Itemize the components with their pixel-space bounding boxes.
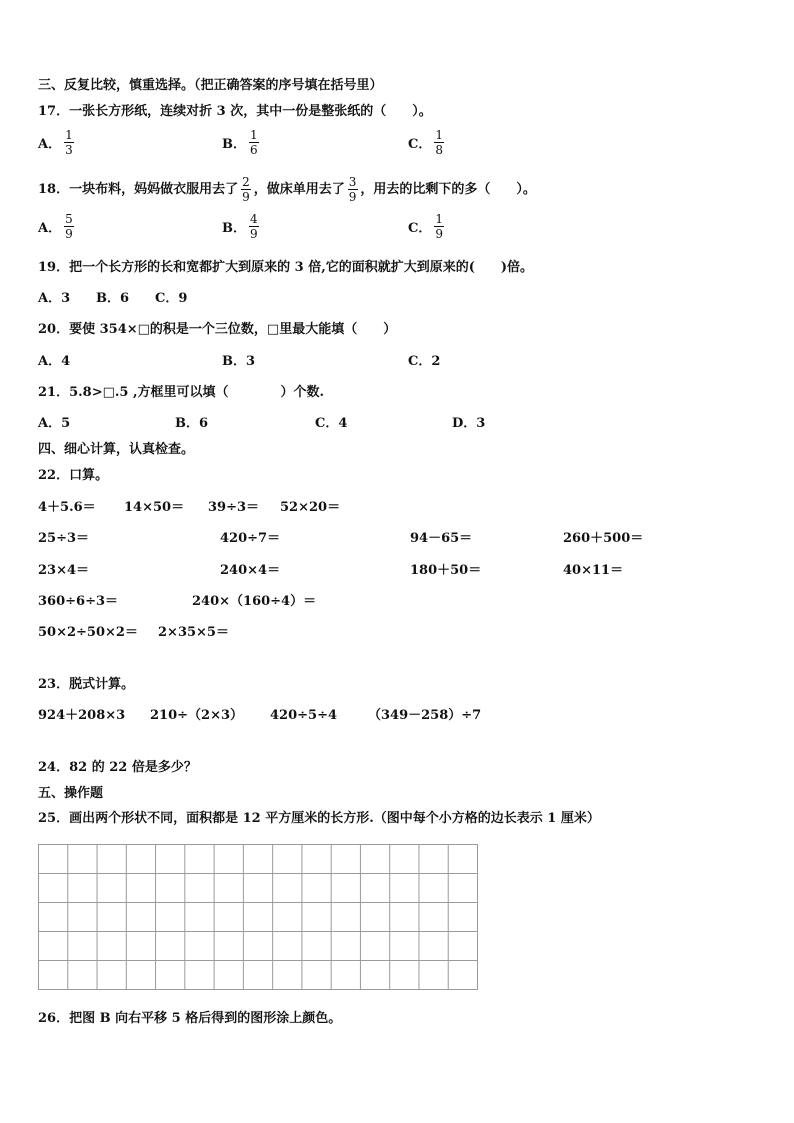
q18-text-b: ，做床单用去了 <box>253 182 345 197</box>
mental-math-item: 240×（160÷4）＝ <box>192 594 317 609</box>
q21-option-a: A．5 <box>38 416 71 431</box>
q20-option-b: B．3 <box>222 354 256 369</box>
denominator: 6 <box>250 143 258 157</box>
option-label: A． <box>38 137 62 152</box>
denominator: 9 <box>348 190 357 204</box>
q20-option-c: C．2 <box>408 354 441 369</box>
option-label: B． <box>222 137 246 152</box>
numerator: 1 <box>435 128 443 142</box>
q17-option-b <box>222 128 262 157</box>
numerator: 1 <box>250 128 258 142</box>
q17-option-a <box>38 128 77 157</box>
mental-math-item: 240×4＝ <box>220 563 281 578</box>
mental-math-item: 25÷3＝ <box>38 531 90 546</box>
fraction <box>240 175 252 204</box>
fraction <box>433 128 445 157</box>
q18-text-c: ，用去的比剩下的多（ ）。 <box>360 182 536 197</box>
fraction <box>248 212 260 241</box>
q19-option-a: A．3 <box>38 291 71 306</box>
denominator: 9 <box>242 190 250 204</box>
section-title-choice: 三、反复比较，慎重选择。（把正确答案的序号填在括号里） <box>38 78 383 93</box>
denominator: 9 <box>65 227 73 241</box>
q18-option-a <box>38 212 77 241</box>
section-title-calculation: 四、细心计算，认真检查。 <box>38 442 195 457</box>
question-26: 26．把图 B 向右平移 5 格后得到的图形涂上颜色。 <box>38 1011 342 1026</box>
numerator: 1 <box>65 128 73 142</box>
numerator: 3 <box>348 175 357 189</box>
question-20: 20．要使 354×□的积是一个三位数，□里最大能填（ ） <box>38 322 397 337</box>
option-label: A． <box>38 221 62 236</box>
q17-option-c <box>408 128 447 157</box>
q18-option-b <box>222 212 262 241</box>
denominator: 9 <box>250 227 258 241</box>
question-17: 17．一张长方形纸，连续对折 3 次，其中一份是整张纸的（ ）。 <box>38 104 432 119</box>
fraction <box>433 212 445 241</box>
mental-math-item: 50×2÷50×2＝ <box>38 625 138 640</box>
mental-math-item: 94－65＝ <box>410 531 473 546</box>
fraction <box>248 128 260 157</box>
denominator: 3 <box>65 143 73 157</box>
q21-option-d: D．3 <box>452 416 486 431</box>
q21-option-c: C．4 <box>315 416 348 431</box>
mental-math-item: 52×20＝ <box>280 500 341 515</box>
question-24: 24．82 的 22 倍是多少？ <box>38 760 197 775</box>
mental-math-item: 420÷7＝ <box>220 531 281 546</box>
option-label: C． <box>408 137 432 152</box>
mental-math-item: 360÷6÷3＝ <box>38 594 119 609</box>
step-calc-item: （349－258）÷7 <box>368 708 482 723</box>
q18-option-c <box>408 212 447 241</box>
mental-math-item: 40×11＝ <box>563 563 624 578</box>
numerator: 2 <box>242 175 250 189</box>
q18-text-a: 18．一块布料，妈妈做衣服用去了 <box>38 182 239 197</box>
question-21: 21．5.8>□.5 ,方框里可以填（ ）个数. <box>38 385 325 400</box>
numerator: 5 <box>65 212 73 226</box>
question-19: 19．把一个长方形的长和宽都扩大到原来的 3 倍,它的面积就扩大到原来的( )倍。 <box>38 260 534 275</box>
option-label: C． <box>408 221 432 236</box>
fraction <box>347 175 359 204</box>
mental-math-item: 2×35×5＝ <box>158 625 229 640</box>
mental-math-item: 4＋5.6＝ <box>38 500 96 515</box>
question-25: 25．画出两个形状不同，面积都是 12 平方厘米的长方形.（图中每个小方格的边长表示 1 厘米） <box>38 811 600 826</box>
step-calc-item: 420÷5÷4 <box>270 708 338 723</box>
option-label: B． <box>222 221 246 236</box>
mental-math-item: 39÷3＝ <box>208 500 260 515</box>
q19-option-c: C．9 <box>155 291 188 306</box>
numerator: 1 <box>435 212 443 226</box>
question-23: 23．脱式计算。 <box>38 677 135 692</box>
fraction <box>63 212 75 241</box>
q19-option-b: B．6 <box>96 291 130 306</box>
mental-math-item: 180＋50＝ <box>410 563 482 578</box>
mental-math-item: 14×50＝ <box>124 500 185 515</box>
fraction <box>63 128 75 157</box>
square-grid[interactable] <box>38 844 478 990</box>
section-title-operation: 五、操作题 <box>38 786 104 801</box>
mental-math-item: 260＋500＝ <box>563 531 644 546</box>
mental-math-item: 23×4＝ <box>38 563 90 578</box>
q20-option-a: A．4 <box>38 354 71 369</box>
step-calc-item: 210÷（2×3） <box>150 708 244 723</box>
denominator: 9 <box>435 227 443 241</box>
grid-svg <box>38 844 478 990</box>
numerator: 4 <box>250 212 258 226</box>
step-calc-item: 924＋208×3 <box>38 708 126 723</box>
denominator: 8 <box>435 143 443 157</box>
question-22: 22．口算。 <box>38 468 109 483</box>
question-18 <box>38 172 536 208</box>
q21-option-b: B．6 <box>175 416 209 431</box>
